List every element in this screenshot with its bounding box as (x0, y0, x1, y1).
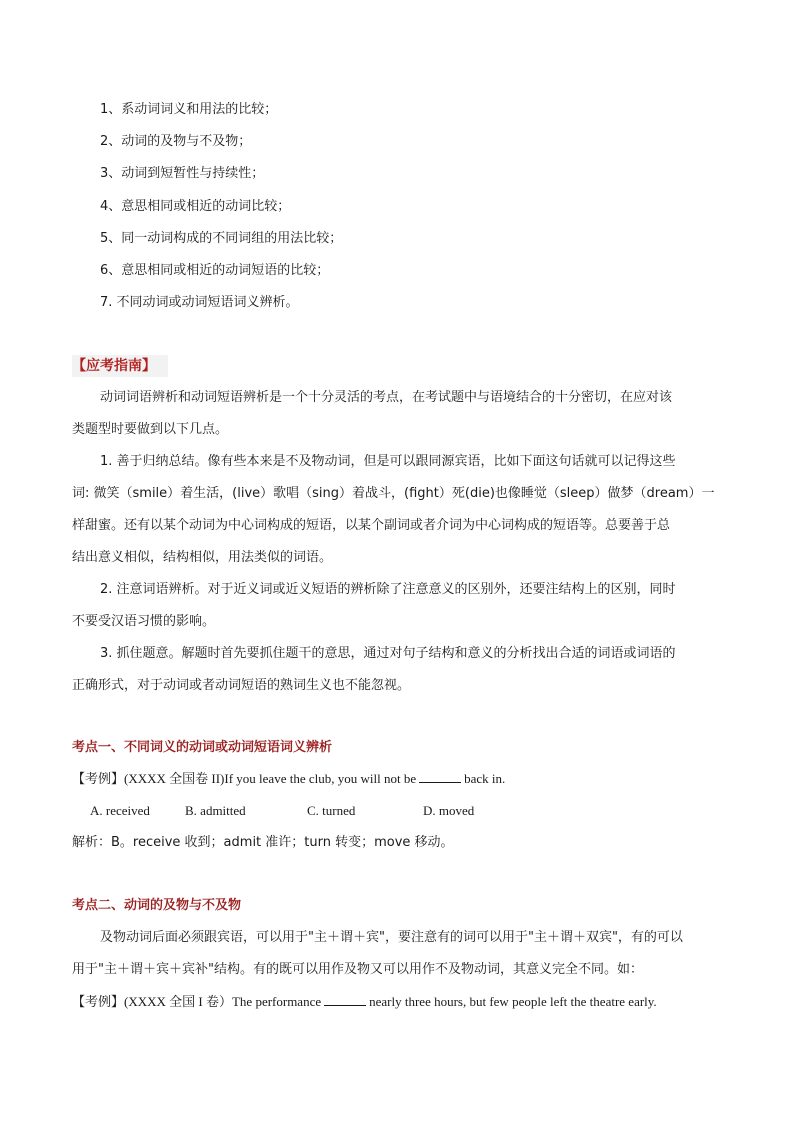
option-c: C. turned (307, 803, 356, 818)
guide-intro-line: 类题型时要做到以下几点。 (72, 422, 229, 437)
list-item: 5、同一动词构成的不同词组的用法比较； (100, 231, 343, 246)
guide-point-1-line: 1. 善于归纳总结。像有些本来是不及物动词，但是可以跟同源宾语，比如下面这句话就可以记得这些 (100, 454, 676, 469)
point-2-example (72, 992, 657, 1013)
point-1-title: 考点一、不同词义的动词或动词短语词义辨析 (72, 740, 333, 755)
answer-blank (419, 770, 461, 783)
example-text: nearly three hours, but few people left the theatre early. (369, 994, 657, 1009)
option-b: B. admitted (185, 803, 246, 818)
example-label: 【考例】 (72, 772, 125, 787)
option-d: D. moved (423, 803, 475, 818)
guide-point-1-line: 结出意义相似，结构相似，用法类似的词语。 (72, 550, 333, 565)
point-1-example (72, 769, 505, 790)
guide-point-1-line: 词: 微笑（smile）着生活，(live）歌唱（sing）着战斗，(fight）死(die)也像睡觉（sleep）做梦（dream）一 (72, 486, 715, 501)
list-item: 3、动词到短暂性与持续性； (100, 166, 265, 181)
answer-blank (324, 993, 366, 1006)
guide-title: 【应考指南】 (72, 358, 156, 374)
guide-point-1-line: 样甜蜜。还有以某个动词为中心词构成的短语，以某个副词或者介词为中心词构成的短语等。总要善于总 (72, 518, 671, 533)
list-item: 7. 不同动词或动词短语词义辨析。 (100, 295, 299, 310)
example-text: back in. (464, 771, 506, 786)
point-2-title: 考点二、动词的及物与不及物 (72, 898, 242, 913)
guide-point-3-line: 正确形式，对于动词或者动词短语的熟词生义也不能忽视。 (72, 678, 411, 693)
example-label: 【考例】 (72, 995, 125, 1010)
guide-point-2-line: 不要受汉语习惯的影响。 (72, 614, 216, 629)
example-text: (XXXX 全国卷 II)If you leave the club, you will not be (124, 771, 417, 786)
point-1-analysis: 解析：B。receive 收到；admit 准许；turn 转变；move 移动。 (72, 835, 454, 850)
list-item: 1、系动词词义和用法的比较； (100, 102, 278, 117)
guide-point-2-line: 2. 注意词语辨析。对于近义词或近义短语的辨析除了注意意义的区别外，还要注结构上的区别，同时 (100, 582, 676, 597)
guide-intro-line: 动词词语辨析和动词短语辨析是一个十分灵活的考点，在考试题中与语境结合的十分密切，在应对该 (100, 390, 673, 405)
list-item: 4、意思相同或相近的动词比较； (100, 199, 291, 214)
list-item: 6、意思相同或相近的动词短语的比较； (100, 263, 330, 278)
point-2-text-line: 及物动词后面必须跟宾语，可以用于"主＋谓＋宾"，要注意有的词可以用于"主＋谓＋双宾"，有的可以 (100, 930, 683, 945)
example-text: (XXXX 全国 I 卷）The performance (124, 994, 322, 1009)
point-2-text-line: 用于"主＋谓＋宾＋宾补"结构。有的既可以用作及物又可以用作不及物动词，其意义完全不同。如： (72, 962, 643, 977)
option-a: A. received (90, 803, 150, 818)
list-item: 2、动词的及物与不及物； (100, 134, 252, 149)
guide-point-3-line: 3. 抓住题意。解题时首先要抓住题干的意思，通过对句子结构和意义的分析找出合适的词语或词语的 (100, 646, 676, 661)
